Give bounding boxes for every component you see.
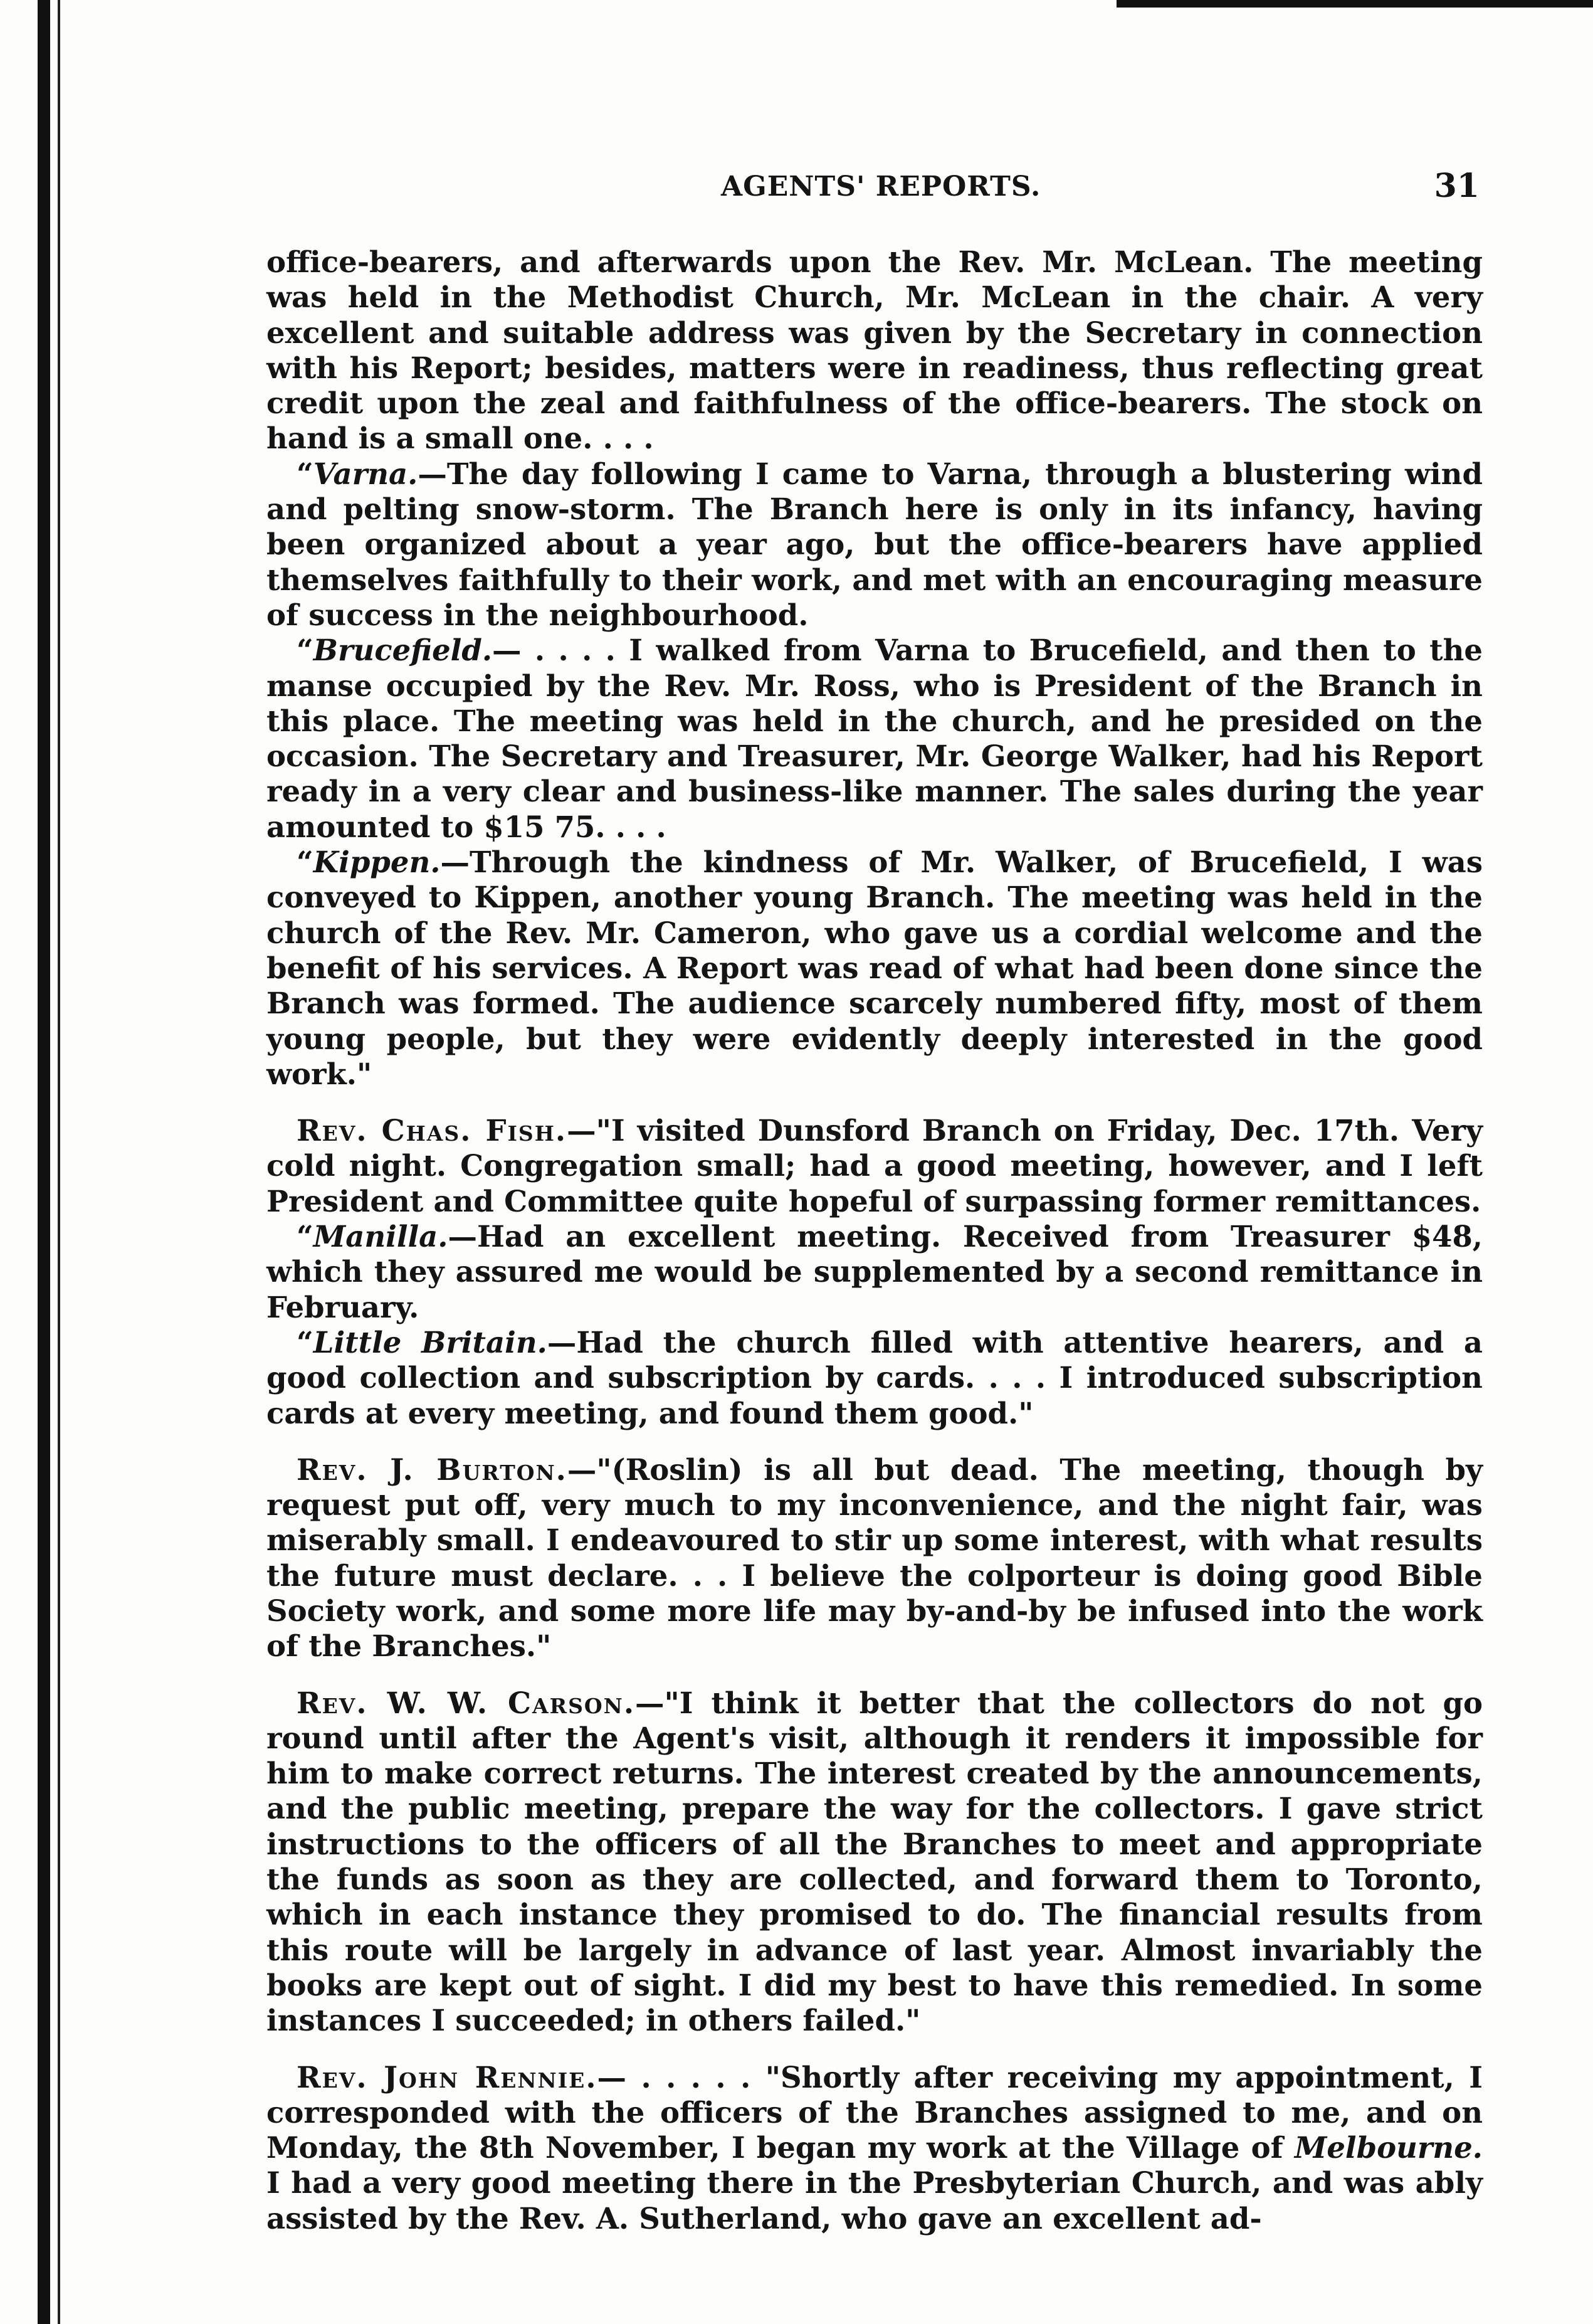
- place-name: Melbourne.: [1294, 2130, 1483, 2165]
- paragraph-text: —Had an excellent meeting. Received from Treasurer $48, which they assured me would be supplemented by a second remittance in February.: [266, 1219, 1483, 1324]
- page-number: 31: [1434, 167, 1480, 205]
- paragraph-text: —"(Roslin) is all but dead. The meeting, though by request put off, very much to my inconvenience, and the night fair, was miserably small. I endeavoured to stir up some interest, with what results the future must declare. . . I believe the colporteur is doing good Bible Society work, and some more life may by-and-by be infused into the work of the Branches.": [266, 1452, 1483, 1664]
- place-name: Little Britain.: [313, 1324, 547, 1360]
- agent-report: [266, 1113, 1483, 1219]
- binding-edge: [38, 0, 50, 2324]
- body-text: [266, 245, 1483, 2236]
- paragraph: [266, 245, 1483, 457]
- place-name: Varna.: [313, 456, 418, 491]
- paragraph-text: —The day following I came to Varna, through a blustering wind and pelting snow-storm. The Branch here is only in its infancy, having been organized about a year ago, but the office-bearers have applied themselves faithfully to their work, and met with an encouraging measure of success in the neighbourhood.: [266, 456, 1483, 632]
- paragraph-text: —"I visited Dunsford Branch on Friday, Dec. 17th. Very cold night. Congregation small; had a good meeting, however, and I left President and Committee quite hopeful of surpassing former remittances.: [266, 1113, 1483, 1218]
- paragraph-text: I had a very good meeting there in the Presbyterian Church, and was ably assisted by the Rev. A. Sutherland, who gave an excellent ad-: [266, 2165, 1483, 2236]
- speaker-name: Rev. J. Burton.: [297, 1452, 567, 1487]
- agent-report: [266, 1686, 1483, 2039]
- agent-report: [266, 2060, 1483, 2236]
- paragraph-text: office-bearers, and afterwards upon the Rev. Mr. McLean. The meeting was held in the Methodist Church, Mr. McLean in the chair. A very excellent and suitable address was given by the Secretary in connection with his Report; besides, matters were in readiness, thus reflecting great credit upon the zeal and faithfulness of the office-bearers. The stock on hand is a small one. . . .: [266, 245, 1483, 456]
- place-name: Manilla.: [313, 1219, 448, 1254]
- place-name: Kippen.: [313, 845, 441, 880]
- paragraph: “Little Britain.—Had the church filled with attentive hearers, and a good collection and subscription by cards. . . . I introduced subscription cards at every meeting, and found them good.": [266, 1324, 1483, 1430]
- paragraph-text: —Through the kindness of Mr. Walker, of Brucefield, I was conveyed to Kippen, another young Branch. The meeting was held in the church of the Rev. Mr. Cameron, who gave us a cordial welcome and the benefit of his services. A Report was read of what had been done since the Branch was formed. The audience scarcely numbered fifty, most of them young people, but they were evidently deeply interested in the good work.": [266, 845, 1483, 1091]
- top-edge-rule: [1117, 0, 1593, 8]
- paragraph-text: —"I think it better that the collectors do not go round until after the Agent's visit, although it renders it impossible for him to make correct returns. The interest created by the announcements, and the public meeting, prepare the way for the collectors. I gave strict instructions to the officers of all the Branches to meet and appropriate the funds as soon as they are collected, and forward them to Toronto, which in each instance they promised to do. The financial results from this route will be largely in advance of last year. Almost invariably the books are kept out of sight. I did my best to have this remedied. In some instances I succeeded; in others failed.": [266, 1685, 1483, 2038]
- page-header: [270, 167, 1480, 214]
- paragraph: “Kippen.—Through the kindness of Mr. Walker, of Brucefield, I was conveyed to Kippen, another young Branch. The meeting was held in the church of the Rev. Mr. Cameron, who gave us a cordial welcome and the benefit of his services. A Report was read of what had been done since the Branch was formed. The audience scarcely numbered fifty, most of them young people, but they were evidently deeply interested in the good work.": [266, 845, 1483, 1091]
- binding-shadow: [58, 0, 60, 2324]
- agent-report: [266, 1452, 1483, 1664]
- paragraph-text: —Had the church filled with attentive hearers, and a good collection and subscription by cards. . . . I introduced subscription cards at every meeting, and found them good.": [266, 1324, 1483, 1430]
- paragraph: “Manilla.—Had an excellent meeting. Received from Treasurer $48, which they assured me would be supplemented by a second remittance in February.: [266, 1219, 1483, 1324]
- place-name: Brucefield.: [313, 633, 493, 668]
- speaker-name: Rev. Chas. Fish.: [297, 1113, 567, 1148]
- speaker-name: Rev. W. W. Carson.: [297, 1685, 636, 1720]
- paragraph-text: — . . . . I walked from Varna to Brucefield, and then to the manse occupied by the Rev. Mr. Ross, who is President of the Branch in this place. The meeting was held in the church, and he presided on the occasion. The Secretary and Treasurer, Mr. George Walker, had his Report ready in a very clear and business-like manner. The sales during the year amounted to $15 75. . . .: [266, 633, 1483, 844]
- running-head: AGENTS' REPORTS.: [721, 171, 1041, 203]
- paragraph: “Brucefield.— . . . . I walked from Varna to Brucefield, and then to the manse occupied by the Rev. Mr. Ross, who is President of the Branch in this place. The meeting was held in the church, and he presided on the occasion. The Secretary and Treasurer, Mr. George Walker, had his Report ready in a very clear and business-like manner. The sales during the year amounted to $15 75. . . .: [266, 633, 1483, 844]
- paragraph-text: — . . . . . "Shortly after receiving my appointment, I corresponded with the officers of the Branches assigned to me, and on Monday, the 8th November, I began my work at the Village of: [266, 2059, 1483, 2165]
- paragraph: “Varna.—The day following I came to Varna, through a blustering wind and pelting snow-storm. The Branch here is only in its infancy, having been organized about a year ago, but the office-bearers have applied themselves faithfully to their work, and met with an encouraging measure of success in the neighbourhood.: [266, 456, 1483, 632]
- speaker-name: Rev. John Rennie.: [297, 2059, 597, 2094]
